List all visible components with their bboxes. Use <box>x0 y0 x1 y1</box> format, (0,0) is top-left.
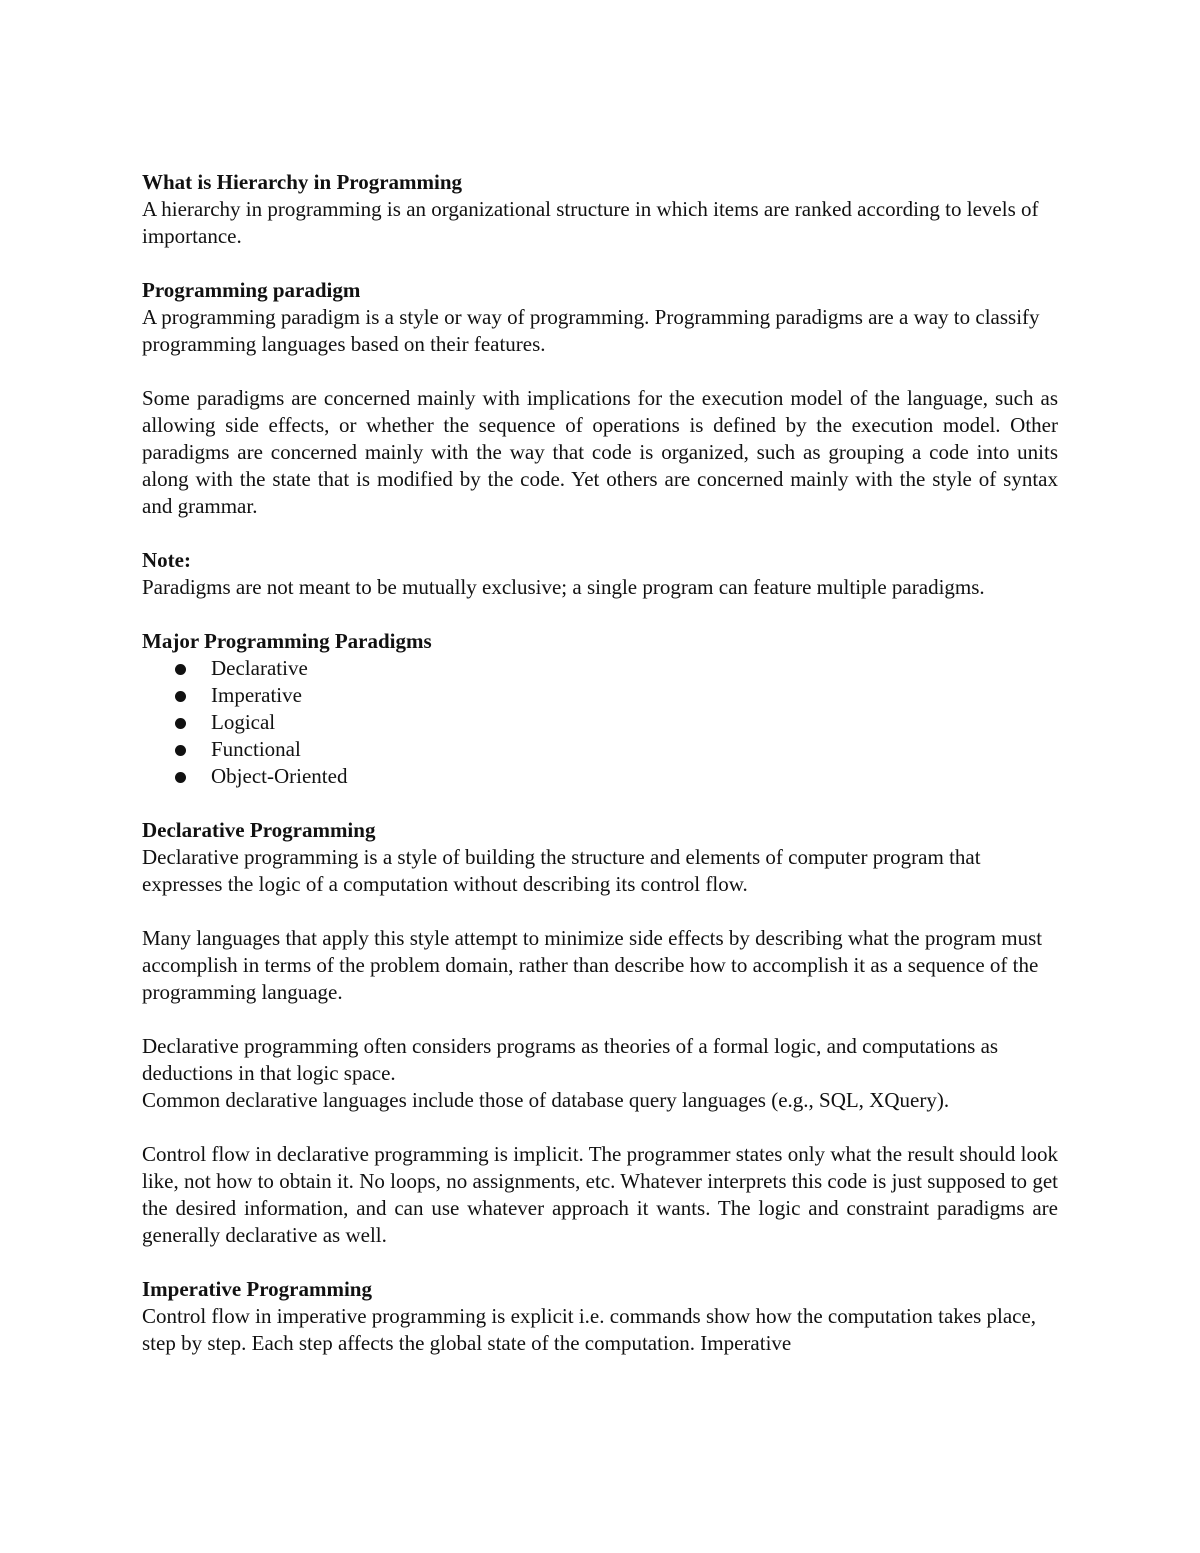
paragraph-imperative-control-flow: Control flow in imperative programming is explicit i.e. commands show how the computation takes place, step by step. Each step affects the global state of the computation. Imperative <box>142 1304 1037 1355</box>
paragraph-declarative-side-effects: Many languages that apply this style attempt to minimize side effects by describing what the program must accomplish in terms of the problem domain, rather than describe how to accomplish it as a sequence of the programming language. <box>142 926 1043 1004</box>
list-item-label: Imperative <box>211 683 302 707</box>
paragraph-paradigm-definition: A programming paradigm is a style or way of programming. Programming paradigms are a way to classify programming languages based on their features. <box>142 305 1040 356</box>
list-item <box>142 736 1058 763</box>
heading-declarative-programming: Declarative Programming <box>142 818 376 842</box>
bullet-icon <box>175 772 186 783</box>
heading-note: Note: <box>142 548 191 572</box>
heading-major-paradigms: Major Programming Paradigms <box>142 629 432 653</box>
paragraph-declarative-definition: Declarative programming is a style of building the structure and elements of computer program that expresses the logic of a computation without describing its control flow. <box>142 845 981 896</box>
list-item-label: Functional <box>211 737 301 761</box>
paragraph-declarative-formal-logic: Declarative programming often considers programs as theories of a formal logic, and computations as deductions in that logic space. <box>142 1034 999 1085</box>
paragraph-paradigm-concerns: Some paradigms are concerned mainly with implications for the execution model of the language, such as allowing side effects, or whether the sequence of operations is defined by the execution model. Other paradigms are concerned mainly with the way that code is organized, such as grouping a code into units along with the state that is modified by the code. Yet others are concerned mainly with the style of syntax and grammar. <box>142 386 1058 518</box>
list-item <box>142 709 1058 736</box>
bullet-icon <box>175 718 186 729</box>
paragraph-declarative-languages: Common declarative languages include those of database query languages (e.g., SQL, XQuery). <box>142 1088 950 1112</box>
bullet-icon <box>175 745 186 756</box>
bullet-icon <box>175 691 186 702</box>
paragraph-note: Paradigms are not meant to be mutually exclusive; a single program can feature multiple paradigms. <box>142 575 985 599</box>
list-item <box>142 763 1058 790</box>
heading-hierarchy: What is Hierarchy in Programming <box>142 170 463 194</box>
heading-imperative-programming: Imperative Programming <box>142 1277 372 1301</box>
list-item <box>142 682 1058 709</box>
document-page <box>142 169 1058 1357</box>
bullet-icon <box>175 664 186 675</box>
paradigm-list <box>142 655 1058 790</box>
list-item-label: Logical <box>211 710 276 734</box>
paragraph-hierarchy-definition: A hierarchy in programming is an organizational structure in which items are ranked according to levels of importance. <box>142 197 1039 248</box>
paragraph-declarative-control-flow: Control flow in declarative programming is implicit. The programmer states only what the result should look like, not how to obtain it. No loops, no assignments, etc. Whatever interprets this code is just supposed to get the desired information, and can use whatever approach it wants. The logic and constraint paradigms are generally declarative as well. <box>142 1142 1058 1247</box>
list-item <box>142 655 1058 682</box>
list-item-label: Object-Oriented <box>211 764 348 788</box>
list-item-label: Declarative <box>211 656 308 680</box>
heading-programming-paradigm: Programming paradigm <box>142 278 361 302</box>
